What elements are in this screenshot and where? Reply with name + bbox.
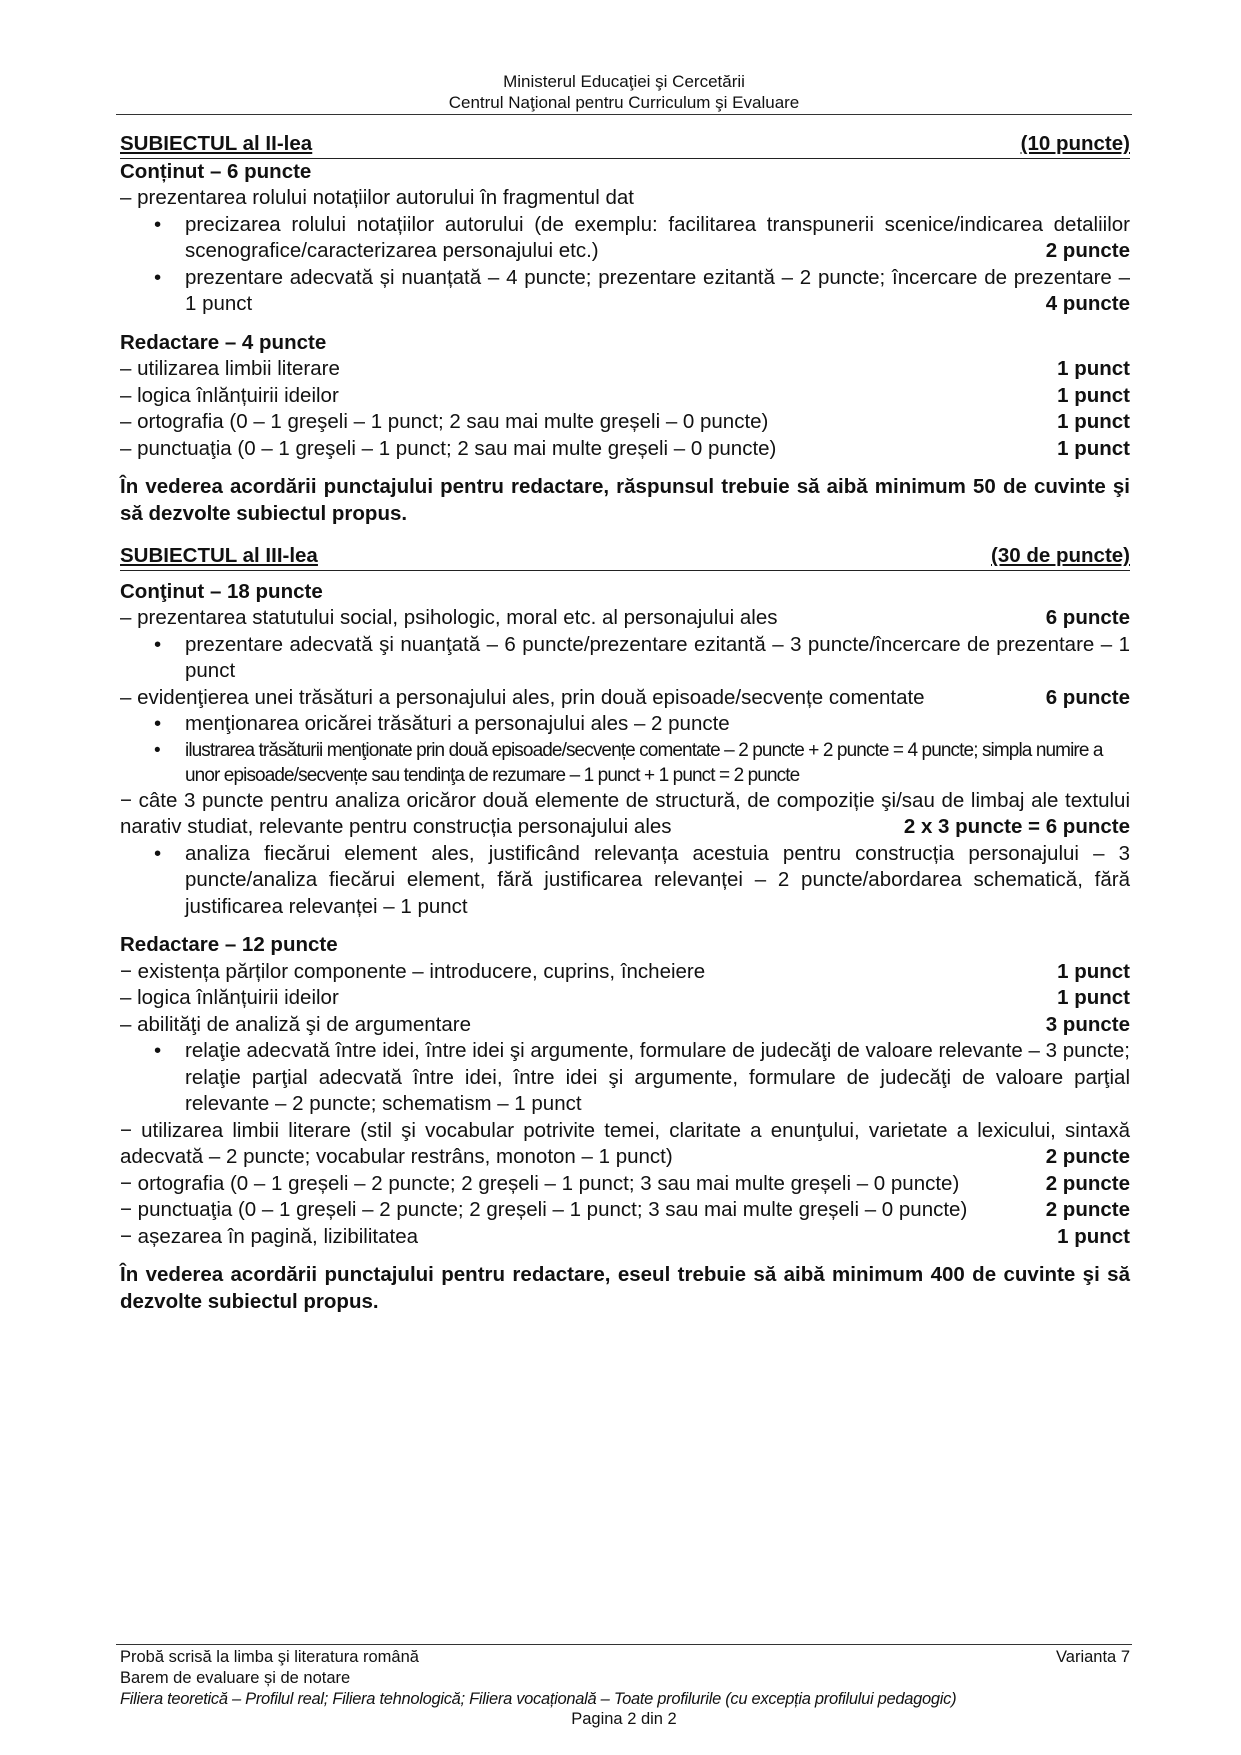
grading-content [120, 131, 1130, 1315]
section-2-redactare-row [120, 409, 1130, 436]
section-2-redactare-row [120, 383, 1130, 410]
section-2-redactare-item: – utilizarea limbii literare [120, 357, 340, 380]
section-2-bullet-2-text: prezentare adecvată și nuanțată – 4 puncte; prezentare ezitantă – 2 puncte; încercare de prezentare – 1 punct [185, 265, 1130, 315]
section-3-content-points: 6 puncte [1045, 606, 1130, 629]
section-3-content-bullet: • prezentare adecvată şi nuanţată – 6 puncte/prezentare ezitantă – 3 puncte/încercare de prezentare – 1 punct [120, 632, 1130, 685]
section-3-note: În vederea acordării punctajului pentru redactare, eseul trebuie să aibă minimum 400 de cuvinte şi să dezvolte subiectul propus. [120, 1263, 1130, 1313]
section-3-redactare-title: Redactare – 12 puncte [120, 933, 338, 956]
section-2-redactare-item: – logica înlănțuirii ideilor [120, 383, 339, 407]
section-2-bullet-1-points: 2 puncte [1045, 239, 1130, 262]
header-divider [116, 114, 1132, 115]
footer-row-1 [120, 1647, 1130, 1667]
section-2-bullet-1-text: precizarea rolului notațiilor autorului (de exemplu: facilitarea transpunerii scenice/indicarea detaliilor scenografice/caracterizarea personajului etc.) [185, 212, 1130, 262]
section-2-redactare-row [120, 436, 1130, 463]
section-3-content-points: 6 puncte [1045, 685, 1130, 709]
section-3-redactare-points: 3 puncte [1045, 1012, 1130, 1036]
section-3-content-bullet: • analiza fiecărui element ales, justificând relevanța acestuia pentru construcția personajului – 3 puncte/analiza fiecărui element, fără justificarea relevanței – 2 puncte/abordarea schematică, fără justificarea relevanței – 1 punct [120, 841, 1130, 921]
section-3-redactare-bullet: • relaţie adecvată între idei, între idei şi argumente, formulare de judecăţi de valoare relevante – 3 puncte; relaţie parţial adecvată între idei, între idei şi argumente, formulare de judecăţi de valoare parţial relevante – 2 puncte; schematism – 1 punct [120, 1038, 1130, 1118]
section-3-redactare-item: − punctuaţia (0 – 1 greșeli – 2 puncte; 2 greșeli – 1 punct; 3 sau mai multe greșeli – 0 puncte) [120, 1198, 968, 1221]
section-2-content-item: – prezentarea rolului notațiilor autorului în fragmentul dat [120, 186, 634, 209]
section-2-redactare-title: Redactare – 4 puncte [120, 330, 327, 354]
section-3-redactare-row [120, 959, 1130, 986]
section-3-redactare-row [120, 1012, 1130, 1039]
section-3-content-bullet: • ilustrarea trăsăturii menţionate prin două episoade/secvențe comentate – 2 puncte + 2 puncte = 4 puncte; simpla numire a unor episoade/secvențe sau tendinţa de rezumare – 1 punct + 1 punct = 2 puncte [120, 738, 1130, 788]
section-3-redactare-item: – abilităţi de analiză şi de argumentare [120, 1012, 471, 1036]
section-3-content-points: 2 x 3 puncte = 6 puncte [892, 814, 1130, 841]
header-center: Centrul Naţional pentru Curriculum şi Evaluare [448, 93, 800, 112]
section-3-content-row [120, 605, 1130, 632]
section-3-redactare-item: − existența părților componente – introducere, cuprins, încheiere [120, 959, 706, 983]
section-3-content-item: – prezentarea statutului social, psihologic, moral etc. al personajului ales [120, 606, 778, 629]
section-3-redactare-row [120, 1197, 1130, 1224]
header-ministry: Ministerul Educaţiei şi Cercetării [503, 72, 745, 91]
section-3-redactare-row [120, 1224, 1130, 1251]
footer-scheme: Barem de evaluare și de notare [120, 1669, 351, 1687]
section-2-redactare-item: – ortografia (0 – 1 greşeli – 1 punct; 2 sau mai multe greșeli – 0 puncte) [120, 410, 769, 433]
section-3-content-item: – evidenţierea unei trăsături a personajului ales, prin două episoade/secvențe comentate [120, 685, 925, 709]
section-2-bullet-1 [120, 212, 1130, 265]
section-2-title [120, 131, 1130, 159]
section-2-bullet-2-points: 4 puncte [1045, 292, 1130, 315]
footer-variant: Varianta 7 [1056, 1648, 1130, 1666]
section-2-content-title: Conținut – 6 puncte [120, 159, 312, 183]
section-2-bullet-2 [120, 265, 1130, 318]
section-3-content-row [120, 685, 1130, 712]
section-3-redactare-points: 2 puncte [1045, 1198, 1130, 1221]
section-3-redactare-item: − utilizarea limbii literare (stil şi vocabular potrivite temei, claritate a enunţului, varietate a lexicului, sintaxă adecvată – 2 puncte; vocabular restrâns, monoton – 1 punct) [120, 1118, 1130, 1168]
section-3-redactare-row [120, 1171, 1130, 1198]
section-3-content-item: − câte 3 puncte pentru analiza oricăror două elemente de structură, de compoziție şi/sau de limbaj ale textului narativ studiat, relevante pentru construcția personajului ales [120, 788, 1130, 838]
section-2-redactare-points: 1 punct [1057, 436, 1130, 460]
section-3-redactare-row [120, 985, 1130, 1012]
section-2-note: În vederea acordării punctajului pentru redactare, răspunsul trebuie să aibă minimum 50 de cuvinte şi să dezvolte subiectul propus. [120, 475, 1130, 525]
section-3-title [120, 543, 1130, 571]
section-2-redactare-row [120, 356, 1130, 383]
section-2-redactare-item: – punctuaţia (0 – 1 greşeli – 1 punct; 2 sau mai multe greșeli – 0 puncte) [120, 436, 777, 460]
section-3-redactare-points: 2 puncte [1045, 1171, 1130, 1195]
section-2-redactare-points: 1 punct [1057, 357, 1130, 380]
footer-profiles: Filiera teoretică – Profilul real; Filiera tehnologică; Filiera vocațională – Toate profilurile (cu excepția profilului pedagogic) [120, 1690, 957, 1708]
section-2-redactare-points: 1 punct [1057, 383, 1130, 407]
footer-exam-title: Probă scrisă la limba şi literatura română [120, 1648, 419, 1666]
section-3-points: (30 de puncte) [991, 544, 1130, 567]
section-3-redactare-points: 1 punct [1057, 959, 1130, 983]
section-2-points: (10 puncte) [1020, 132, 1130, 155]
section-3-content-title: Conţinut – 18 puncte [120, 579, 323, 603]
section-2-redactare-points: 1 punct [1057, 410, 1130, 433]
section-3-redactare-item: – logica înlănțuirii ideilor [120, 986, 339, 1009]
footer-page-number: Pagina 2 din 2 [571, 1710, 677, 1728]
section-3-heading: SUBIECTUL al III-lea [120, 544, 318, 567]
section-3-redactare-item: − așezarea în pagină, lizibilitatea [120, 1224, 419, 1248]
section-3-redactare-points: 1 punct [1057, 986, 1130, 1009]
section-3-redactare-item: − ortografia (0 – 1 greșeli – 2 puncte; 2 greșeli – 1 punct; 3 sau mai multe greșeli – 0 puncte) [120, 1171, 960, 1195]
section-3-redactare-points: 2 puncte [1034, 1144, 1130, 1171]
section-2-heading: SUBIECTUL al II-lea [120, 132, 313, 155]
footer-divider [116, 1644, 1132, 1645]
section-3-content-bullet: • menţionarea oricărei trăsături a personajului ales – 2 puncte [120, 711, 1130, 738]
section-3-redactare-points: 1 punct [1057, 1224, 1130, 1248]
